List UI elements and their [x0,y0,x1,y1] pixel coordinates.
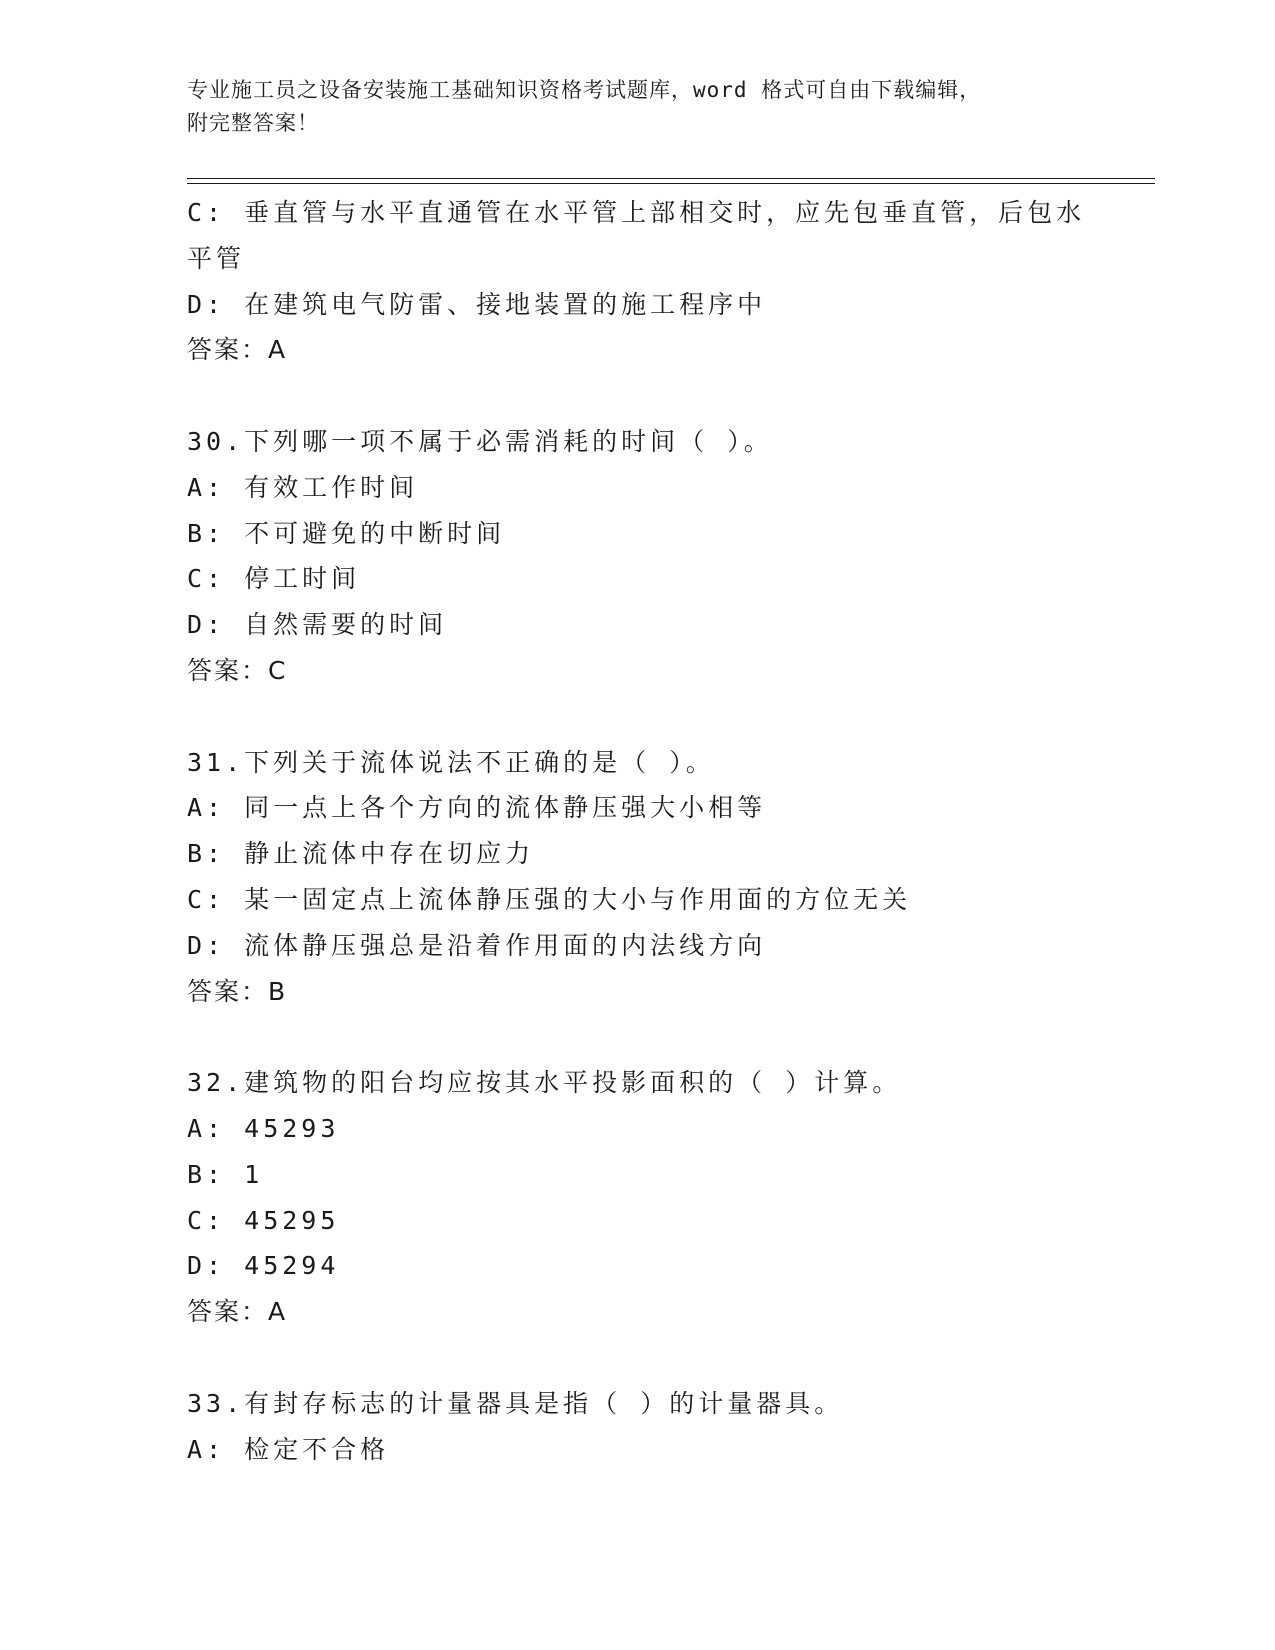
option-b: B: 1 [187,1159,264,1189]
answer: 答案：A [187,1297,288,1327]
option-d: D: 自然需要的时间 [187,610,448,640]
answer: 答案：B [187,976,288,1006]
spacer [187,1014,1117,1060]
header-divider [187,178,1155,184]
header-line-1: 专业施工员之设备安装施工基础知识资格考试题库，word 格式可自由下载编辑， [187,78,982,102]
question-content [187,190,1117,1472]
option-c-continued: 平管 [187,243,246,273]
question-32-stem: 32.建筑物的阳台均应按其水平投影面积的（ ）计算。 [187,1068,902,1098]
option-a: A: 检定不合格 [187,1434,390,1464]
option-d: D: 45294 [187,1251,340,1281]
answer: 答案：C [187,655,288,685]
option-b: B: 静止流体中存在切应力 [187,839,535,869]
option-c: C: 某一固定点上流体静压强的大小与作用面的方位无关 [187,884,912,914]
spacer [187,1335,1117,1381]
question-31-stem: 31.下列关于流体说法不正确的是（ ）。 [187,747,715,777]
option-a: A: 45293 [187,1113,340,1143]
question-33-stem: 33.有封存标志的计量器具是指（ ）的计量器具。 [187,1388,844,1418]
document-header [187,74,1087,140]
spacer [187,373,1117,419]
spacer [187,694,1117,740]
header-line-2: 附完整答案！ [187,111,319,135]
question-30-stem: 30.下列哪一项不属于必需消耗的时间（ ）。 [187,426,773,456]
option-b: B: 不可避免的中断时间 [187,518,506,548]
option-c: C: 停工时间 [187,564,361,594]
option-a: A: 同一点上各个方向的流体静压强大小相等 [187,793,767,823]
option-d: D: 流体静压强总是沿着作用面的内法线方向 [187,930,767,960]
option-a: A: 有效工作时间 [187,472,419,502]
answer: 答案：A [187,335,288,365]
option-c: C: 垂直管与水平直通管在水平管上部相交时，应先包垂直管，后包水 [187,198,1086,227]
option-c: C: 45295 [187,1205,340,1235]
option-d: D: 在建筑电气防雷、接地装置的施工程序中 [187,289,767,319]
